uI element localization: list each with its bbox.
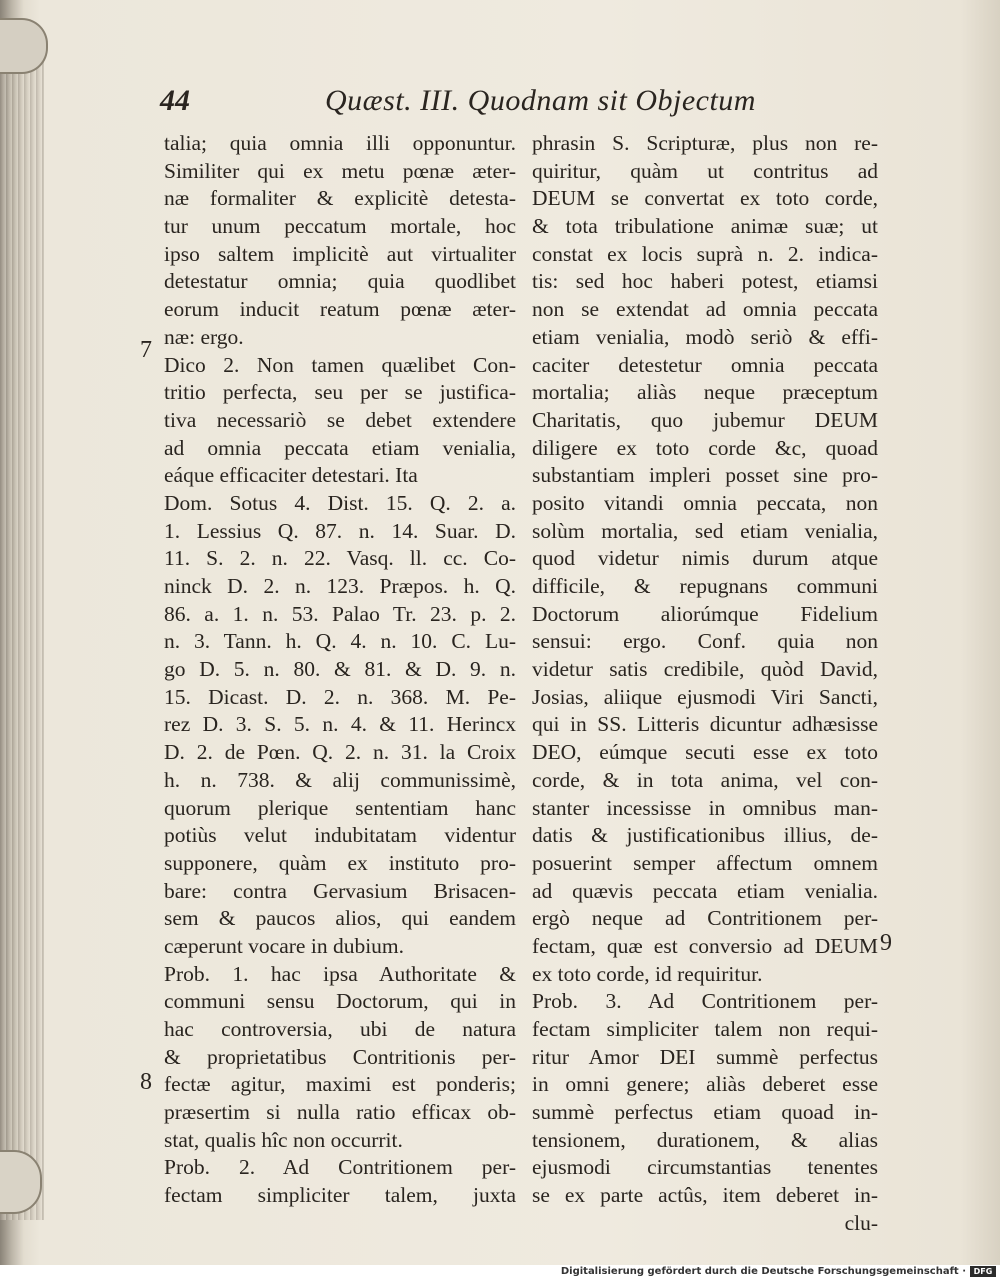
text-line: stanter incessisse in omnibus man- [532, 795, 878, 820]
text-line: clu- [844, 1210, 878, 1235]
text-line: bare: contra Gervasium Brisacen- [164, 878, 516, 903]
text-line: quorum plerique sententiam hanc [164, 795, 516, 820]
text-line: tiva necessariò se debet extendere [164, 407, 516, 432]
text-line: ejusmodi circumstantias tenentes [532, 1155, 878, 1180]
text-line: fectæ agitur, maximi est ponderis; [164, 1072, 516, 1097]
text-line: Josias, aliique ejusmodi Viri Sancti, [532, 684, 878, 709]
text-line: quod videtur nimis durum atque [532, 546, 878, 571]
text-line: talia; quia omnia illi opponuntur. [164, 131, 516, 155]
text-line: eorum inducit reatum pœnæ æter- [164, 297, 516, 322]
text-line: 15. Dicast. D. 2. n. 368. M. Pe- [164, 684, 516, 709]
text-line: Dico 2. Non tamen quælibet Con- [164, 352, 516, 377]
text-line: quiritur, quàm ut contritus ad [532, 158, 878, 183]
text-line: se ex parte actûs, item deberet in- [532, 1183, 878, 1208]
text-line: 1. Lessius Q. 87. n. 14. Suar. D. [164, 518, 516, 543]
running-head: Quæst. III. Quodnam sit Objectum [325, 84, 756, 117]
text-line: difficile, & repugnans communi [532, 574, 878, 598]
footer-strip [0, 1265, 1000, 1278]
text-line: summè perfectus etiam quoad in- [532, 1100, 878, 1125]
text-line: posito vitandi omnia peccata, non [532, 490, 878, 515]
text-line: D. 2. de Pœn. Q. 2. n. 31. la Croix [164, 740, 516, 765]
text-line: tur unum peccatum mortale, hoc [164, 214, 516, 239]
text-line: Dom. Sotus 4. Dist. 15. Q. 2. a. [164, 490, 516, 515]
text-line: cæperunt vocare in dubium. [164, 933, 405, 958]
text-line: corde, & in tota anima, vel con- [532, 767, 878, 792]
text-line: fectam, quæ est conversio ad DEUM [532, 933, 878, 958]
text-line: tensionem, durationem, & alias [532, 1127, 878, 1152]
text-line: rez D. 3. S. 5. n. 4. & 11. Herincx [164, 712, 516, 737]
text-line: sem & paucos alios, qui eandem [164, 906, 516, 931]
text-line: videtur satis credibile, quòd David, [532, 657, 878, 682]
text-line: ergò neque ad Contritionem per- [532, 906, 878, 931]
text-line: tritio perfecta, seu per se justifica- [164, 380, 516, 405]
text-line: præsertim si nulla ratio efficax ob- [164, 1100, 516, 1125]
text-line: diligere ex toto corde &c, quoad [532, 435, 878, 460]
text-line: ninck D. 2. n. 123. Præpos. h. Q. [164, 574, 516, 598]
text-line: mortalia; aliàs neque præceptum [532, 380, 878, 405]
page-header [160, 84, 800, 128]
text-line: in omni genere; aliàs deberet esse [532, 1072, 878, 1097]
text-line: fectam simpliciter talem non requi- [532, 1017, 878, 1041]
text-line: n. 3. Tann. h. Q. 4. n. 10. C. Lu- [164, 629, 516, 654]
text-line: posuerint semper affectum omnem [532, 850, 878, 875]
text-line: Prob. 3. Ad Contritionem per- [532, 989, 878, 1014]
text-line: Doctorum aliorúmque Fidelium [532, 601, 878, 626]
text-line: detestatur omnia; quia quodlibet [164, 269, 516, 294]
text-line: h. n. 738. & alij communissimè, [164, 767, 516, 792]
text-line: ipso saltem implicitè aut virtualiter [164, 241, 516, 266]
text-line: 11. S. 2. n. 22. Vasq. ll. cc. Co- [164, 546, 516, 571]
text-line: qui in SS. Litteris dicuntur adhæsisse [532, 712, 878, 737]
text-line: DEUM se convertat ex toto corde, [532, 186, 878, 211]
text-line: phrasin S. Scripturæ, plus non re- [532, 131, 878, 155]
text-line: 86. a. 1. n. 53. Palao Tr. 23. p. 2. [164, 601, 516, 626]
text-line: DEO, eúmque secuti esse ex toto [532, 740, 878, 765]
text-line: substantiam impleri posset sine pro- [532, 463, 878, 488]
left-column [164, 130, 516, 1210]
text-line: Similiter qui ex metu pœnæ æter- [164, 158, 516, 183]
binding-clip-top [0, 18, 48, 74]
text-line: ad quævis peccata etiam venialia. [532, 878, 878, 903]
text-line: datis & justificationibus illius, de- [532, 823, 878, 848]
marginal-number-8: 8 [140, 1069, 152, 1095]
text-line: & proprietatibus Contritionis per- [164, 1044, 516, 1069]
marginal-number-9: 9 [880, 930, 892, 956]
marginal-number-7: 7 [140, 337, 152, 363]
text-line: Charitatis, quo jubemur DEUM [532, 407, 878, 432]
text-line: stat, qualis hîc non occurrit. [164, 1127, 403, 1152]
text-line: etiam venialia, modò seriò & effi- [532, 324, 878, 349]
text-line: hac controversia, ubi de natura [164, 1017, 516, 1041]
text-line: supponere, quàm ex instituto pro- [164, 850, 516, 875]
text-line: caciter detestetur omnia peccata [532, 352, 878, 377]
text-line: non se extendat ad omnia peccata [532, 297, 878, 322]
text-line: communi sensu Doctorum, qui in [164, 989, 516, 1014]
text-line: eáque efficaciter detestari. Ita [164, 463, 418, 488]
footer-credit: Digitalisierung gefördert durch die Deutsche Forschungsgemeinschaft · [560, 1266, 966, 1277]
text-line: solùm mortalia, sed etiam venialia, [532, 518, 878, 543]
text-line: go D. 5. n. 80. & 81. & D. 9. n. [164, 657, 516, 682]
text-line: potiùs velut indubitatam videntur [164, 823, 516, 848]
text-line: Prob. 2. Ad Contritionem per- [164, 1155, 516, 1180]
text-line: sensui: ergo. Conf. quia non [532, 629, 878, 654]
text-line: ex toto corde, id requiritur. [532, 961, 763, 986]
text-line: & tota tribulatione animæ suæ; ut [532, 214, 878, 239]
text-line: ad omnia peccata etiam venialia, [164, 435, 516, 460]
text-line: tis: sed hoc haberi potest, etiamsi [532, 269, 878, 294]
right-column [532, 130, 878, 1238]
text-line: næ formaliter & explicitè detesta- [164, 186, 516, 211]
text-line: ritur Amor DEI summè perfectus [532, 1044, 878, 1069]
text-line: constat ex locis suprà n. 2. indica- [532, 241, 878, 266]
page-edges [0, 40, 44, 1220]
page-number: 44 [160, 84, 190, 117]
text-line: næ: ergo. [164, 324, 244, 349]
dfg-logo: DFG [970, 1266, 996, 1277]
text-line: fectam simpliciter talem, juxta [164, 1183, 516, 1208]
text-line: Prob. 1. hac ipsa Authoritate & [164, 961, 516, 986]
